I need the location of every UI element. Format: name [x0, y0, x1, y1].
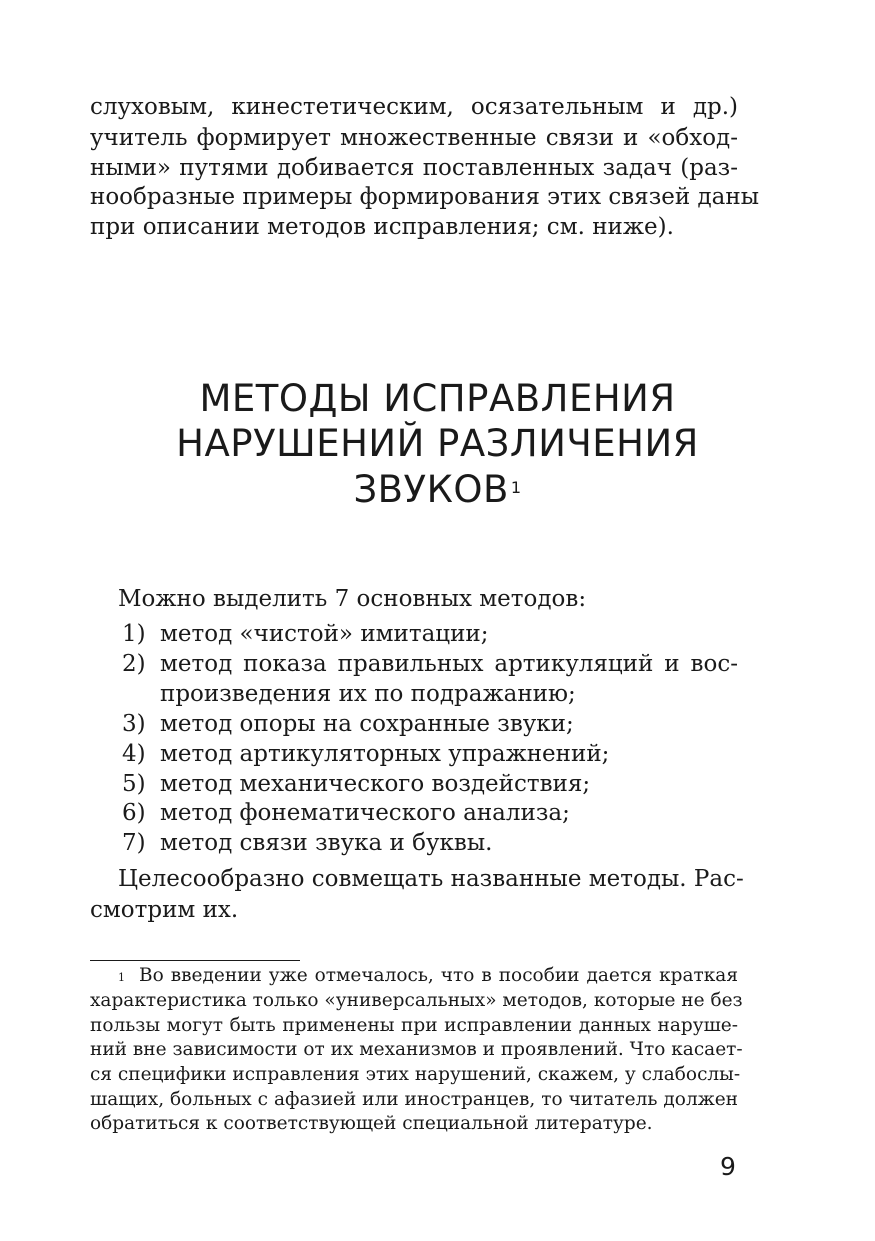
list-number: 3)	[122, 711, 146, 737]
intro-line: ными» путями добивается поставленных задач (раз-	[90, 155, 738, 181]
closing-line: Целесообразно совмещать названные методы. Рас-	[118, 866, 744, 892]
list-text: метод опоры на сохранные звуки;	[160, 711, 574, 737]
list-text: произведения их по подражанию;	[160, 681, 576, 707]
list-text: метод артикуляторных упражнений;	[160, 741, 610, 767]
list-number: 6)	[122, 800, 146, 826]
footnote-line	[118, 964, 738, 989]
footnote-line: ся специфики исправления этих нарушений, скажем, у слабослы-	[90, 1064, 741, 1085]
footnote-text: Во введении уже отмечалось, что в пособии дается краткая	[139, 965, 738, 986]
list-number: 4)	[122, 741, 146, 767]
list-number: 2)	[122, 651, 146, 677]
heading-text: ЗВУКОВ	[353, 468, 509, 511]
footnote-mark: 1	[118, 971, 125, 984]
intro-line: нообразные примеры формирования этих связей даны	[90, 184, 759, 210]
list-text: метод фонематического анализа;	[160, 800, 570, 826]
footnote-rule	[90, 960, 300, 961]
heading-line: НАРУШЕНИЙ РАЗЛИЧЕНИЯ	[176, 422, 699, 465]
intro-line: слуховым, кинестетическим, осязательным и др.)	[90, 94, 738, 120]
footnote-line: шащих, больных с афазией или иностранцев, то читатель должен	[90, 1089, 738, 1110]
page-number: 9	[720, 1152, 736, 1181]
footnote-line: характеристика только «универсальных» методов, которые не без	[90, 990, 743, 1011]
list-text: метод показа правильных артикуляций и вос-	[160, 651, 738, 677]
closing-line: смотрим их.	[90, 897, 239, 923]
list-text: метод механического воздействия;	[160, 771, 591, 797]
list-text: метод «чистой» имитации;	[160, 621, 489, 647]
list-number: 1)	[122, 621, 146, 647]
list-number: 7)	[122, 830, 146, 856]
list-lead: Можно выделить 7 основных методов:	[118, 586, 587, 612]
intro-line: при описании методов исправления; см. ниже).	[90, 214, 674, 240]
footnote-line: пользы могут быть применены при исправлении данных наруше-	[90, 1015, 738, 1036]
heading-line: МЕТОДЫ ИСПРАВЛЕНИЯ	[199, 377, 676, 420]
intro-line: учитель формирует множественные связи и «обход-	[90, 125, 738, 151]
footnote-line: ний вне зависимости от их механизмов и проявлений. Что касает-	[90, 1039, 743, 1060]
list-text: метод связи звука и буквы.	[160, 830, 493, 856]
list-number: 5)	[122, 771, 146, 797]
footnote-line: обратиться к соответствующей специальной литературе.	[90, 1113, 653, 1134]
heading-line	[0, 466, 875, 513]
footnote-reference: 1	[510, 478, 522, 497]
